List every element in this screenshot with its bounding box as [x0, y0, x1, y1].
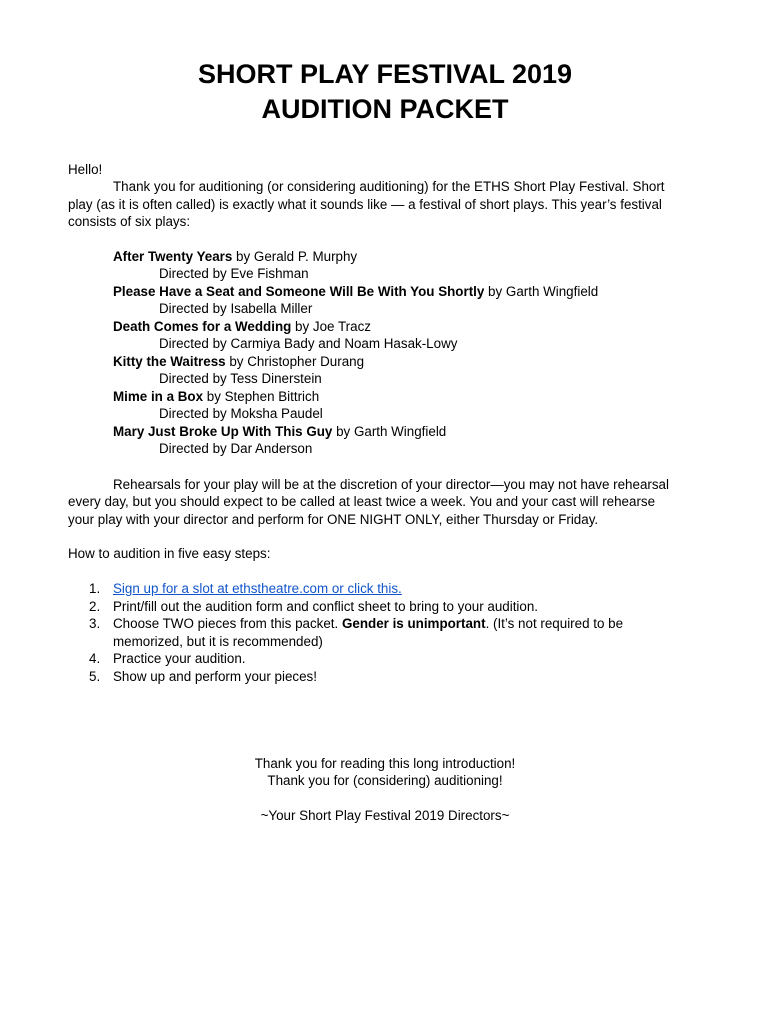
document-title-line1: SHORT PLAY FESTIVAL 2019 — [197, 59, 573, 89]
play-author: by Gerald P. Murphy — [232, 249, 358, 264]
list-number: 4. — [89, 651, 101, 666]
play-title: Mime in a Box — [113, 389, 204, 404]
play-title: Mary Just Broke Up With This Guy — [113, 424, 333, 439]
step3-post: . (It’s not required to be — [485, 616, 624, 631]
step-text — [113, 615, 623, 632]
play-title: After Twenty Years — [113, 249, 233, 264]
play-author: by Joe Tracz — [291, 319, 371, 334]
step-text: Practice your audition. — [113, 651, 246, 666]
greeting: Hello! — [68, 162, 103, 177]
play-director: Directed by Isabella Miller — [159, 301, 313, 316]
list-number: 3. — [89, 616, 101, 631]
closing-line2: Thank you for (considering) auditioning! — [267, 773, 503, 788]
play-director: Directed by Moksha Paudel — [159, 406, 323, 421]
list-number: 2. — [89, 599, 101, 614]
list-number: 1. — [89, 581, 101, 596]
play-director: Directed by Tess Dinerstein — [159, 371, 322, 386]
play-entry — [113, 248, 753, 265]
play-entry — [113, 388, 753, 405]
play-author: by Garth Wingfield — [332, 424, 447, 439]
step-text: Print/fill out the audition form and conflict sheet to bring to your audition. — [113, 599, 539, 614]
list-number: 5. — [89, 669, 101, 684]
rehearsals-line2: every day, but you should expect to be called at least twice a week. You and your cast will rehearse — [68, 494, 656, 509]
play-author: by Stephen Bittrich — [203, 389, 320, 404]
play-author: by Garth Wingfield — [484, 284, 599, 299]
signup-link-text[interactable]: Sign up for a slot at ethstheatre.com or click this. — [113, 581, 402, 596]
play-director: Directed by Eve Fishman — [159, 266, 309, 281]
signup-link[interactable] — [113, 580, 402, 597]
play-author: by Christopher Durang — [225, 354, 365, 369]
step-text: Show up and perform your pieces! — [113, 669, 317, 684]
play-title: Death Comes for a Wedding — [113, 319, 292, 334]
closing-signature: ~Your Short Play Festival 2019 Directors~ — [260, 808, 510, 823]
play-title: Please Have a Seat and Someone Will Be With You Shortly — [113, 284, 485, 299]
closing-line1: Thank you for reading this long introduction! — [254, 756, 516, 771]
play-director: Directed by Dar Anderson — [159, 441, 313, 456]
play-entry — [113, 423, 753, 440]
step-text-continued: memorized, but it is recommended) — [113, 634, 323, 649]
play-entry — [113, 283, 753, 300]
play-entry — [113, 353, 753, 370]
step3-bold: Gender is unimportant — [341, 616, 486, 631]
play-entry — [113, 318, 753, 335]
step3-pre: Choose TWO pieces from this packet. — [113, 616, 342, 631]
rehearsals-line3: your play with your director and perform for ONE NIGHT ONLY, either Thursday or Friday. — [68, 512, 599, 527]
intro-line1: Thank you for auditioning (or considering auditioning) for the ETHS Short Play Festival. Short — [113, 179, 665, 194]
rehearsals-line1: Rehearsals for your play will be at the discretion of your director—you may not have rehearsal — [113, 477, 669, 492]
play-title: Kitty the Waitress — [113, 354, 226, 369]
play-director: Directed by Carmiya Bady and Noam Hasak-Lowy — [159, 336, 458, 351]
intro-line2: play (as it is often called) is exactly what it sounds like — a festival of short plays. This year’s festival — [68, 197, 662, 212]
steps-heading: How to audition in five easy steps: — [68, 546, 271, 561]
intro-line3: consists of six plays: — [68, 214, 191, 229]
document-title-line2: AUDITION PACKET — [261, 94, 509, 124]
